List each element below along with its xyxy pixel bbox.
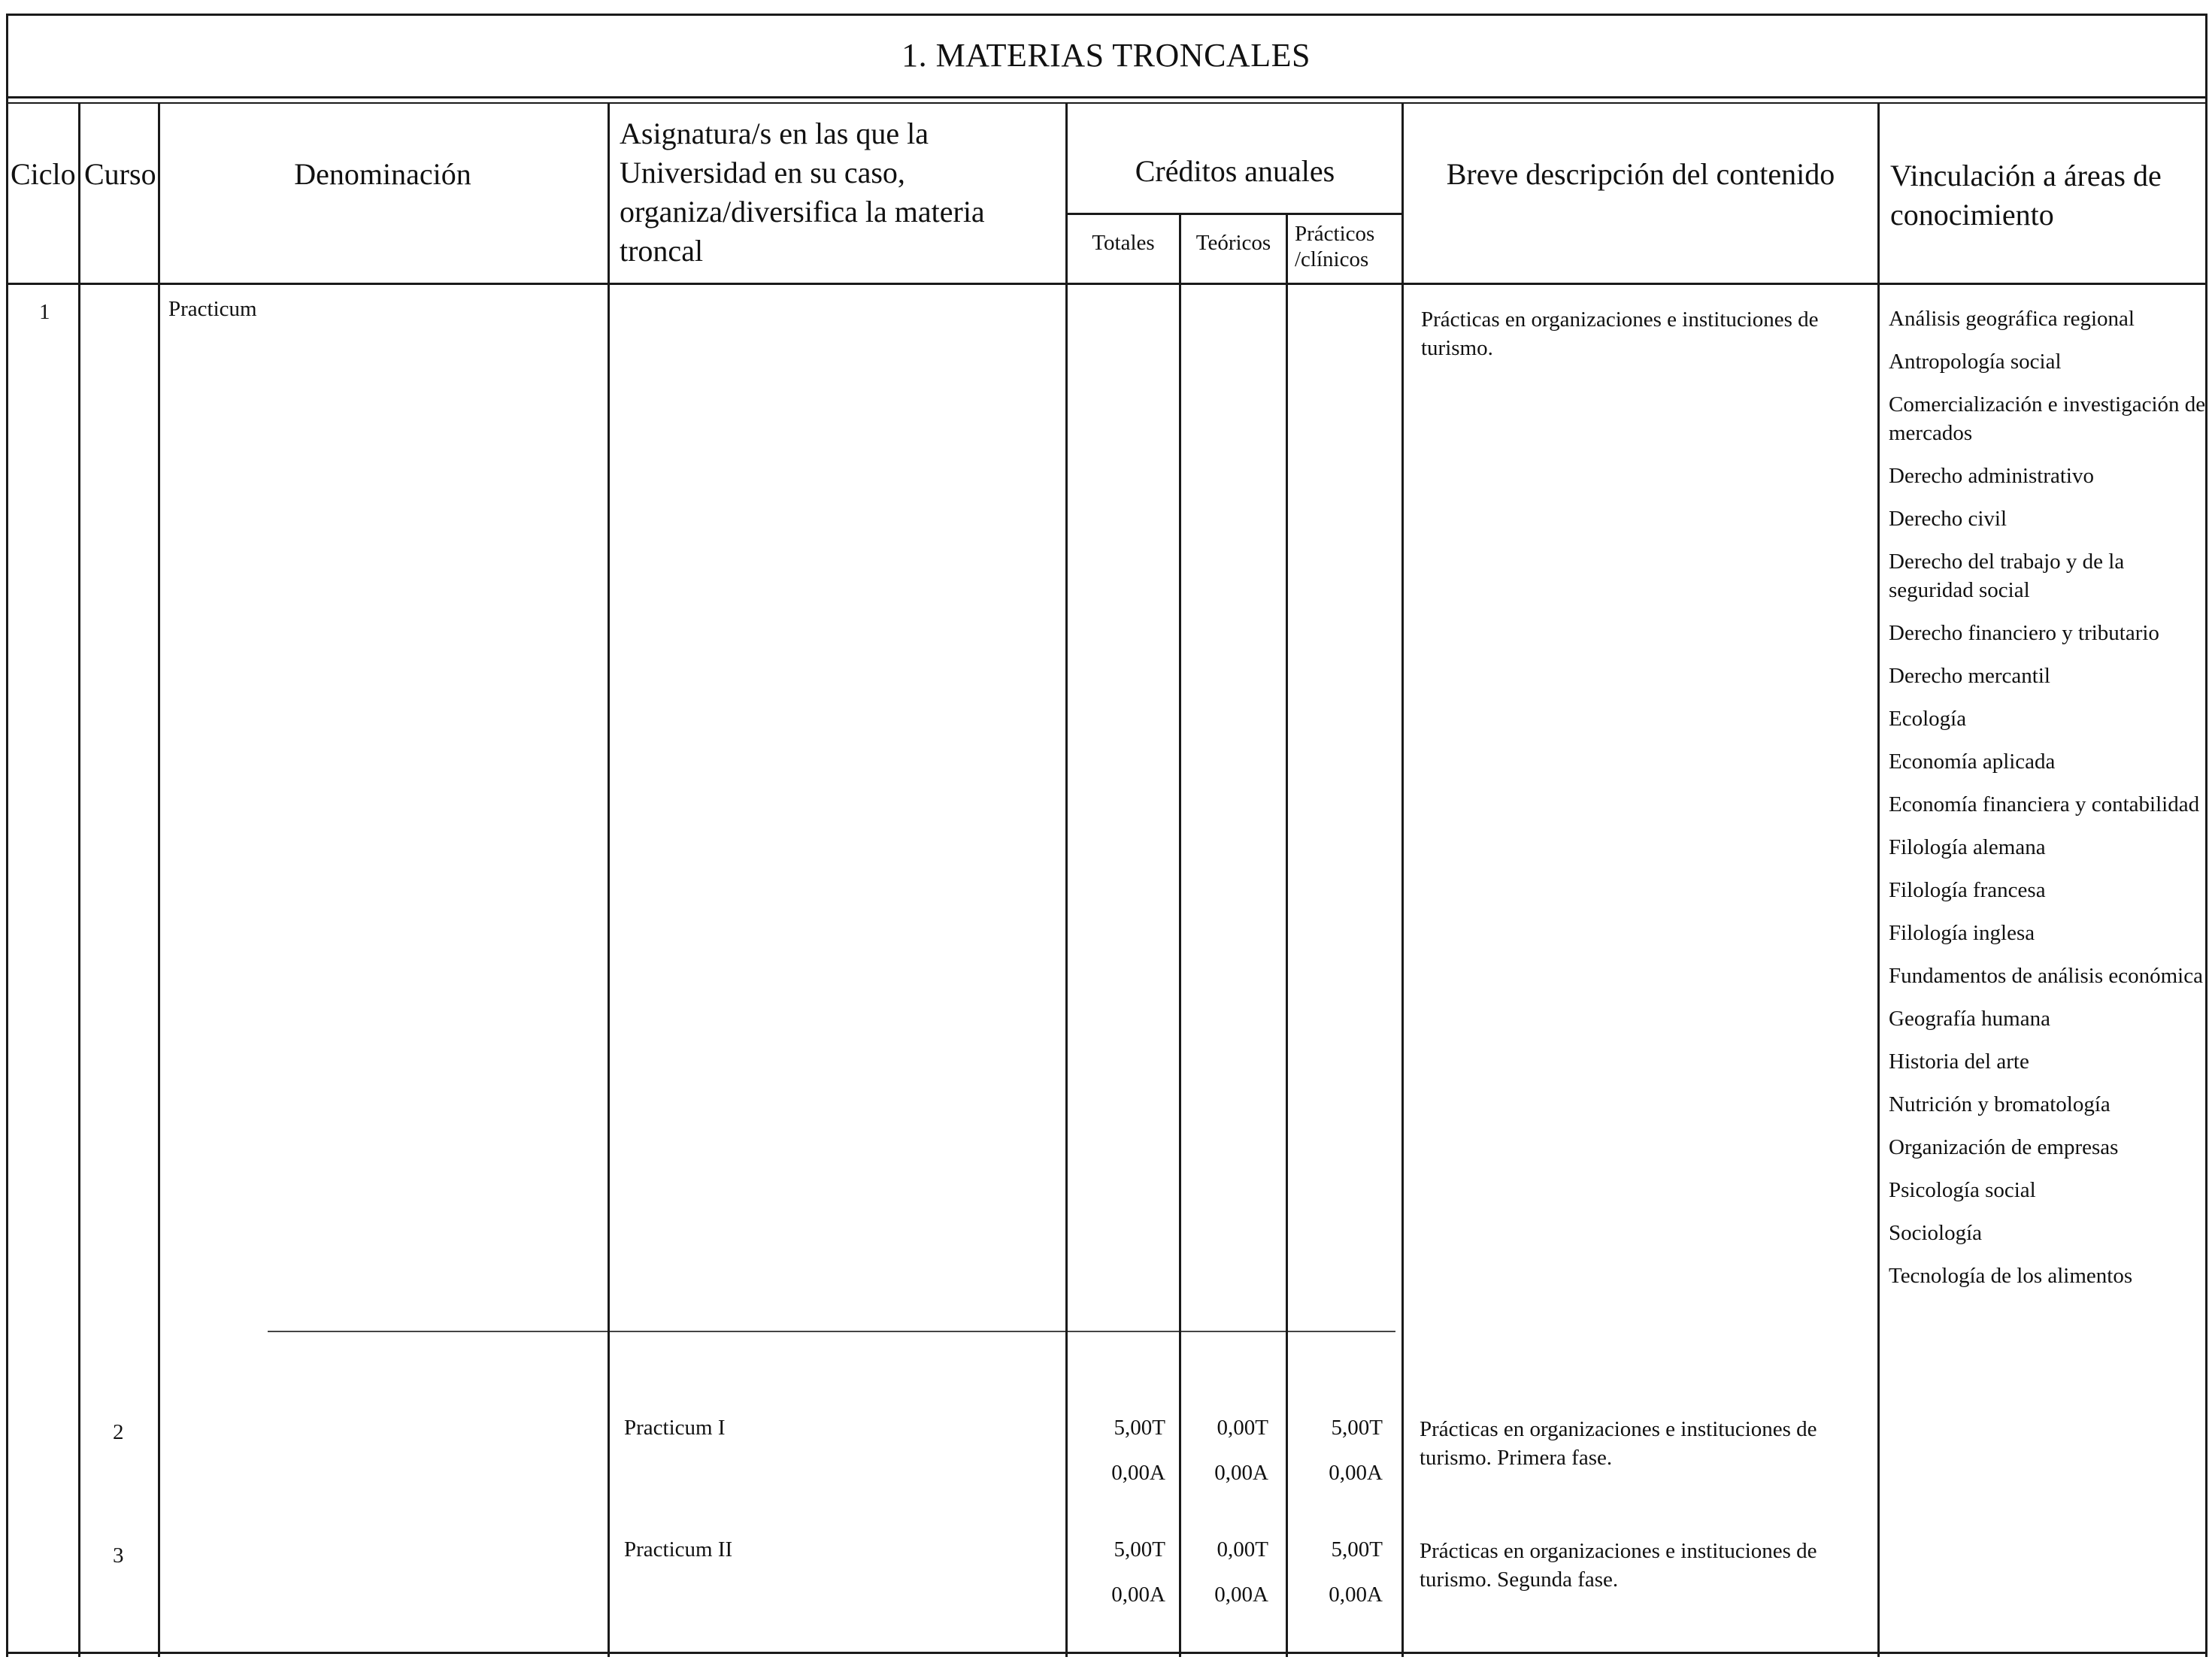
sub-practicos-a: 0,00A	[1329, 1583, 1383, 1607]
rule-under-title	[6, 96, 2206, 98]
sub-asignatura: Practicum I	[624, 1416, 726, 1440]
area-item: Derecho civil	[1889, 507, 2007, 531]
area-item: Economía aplicada	[1889, 750, 2056, 774]
area-item: Derecho del trabajo y de la seguridad social	[1889, 550, 2125, 602]
area-item: Nutrición y bromatología	[1889, 1092, 2110, 1116]
area-item: Filología alemana	[1889, 835, 2046, 859]
area-item: Derecho mercantil	[1889, 664, 2050, 688]
header-denominacion: Denominación	[294, 157, 471, 191]
area-item: Ecología	[1889, 707, 1967, 731]
area-item: Derecho financiero y tributario	[1889, 621, 2159, 645]
rule-under-header	[6, 283, 2206, 285]
col-ciclo-curso	[78, 102, 80, 1657]
rule-bottom	[6, 1652, 2206, 1654]
col-curso-denominacion	[158, 102, 160, 1657]
header-totales: Totales	[1092, 231, 1155, 255]
header-asignatura: Asignatura/s en las que la Universidad en su caso, organiza/diversifica la materia troncal	[620, 117, 985, 268]
area-item: Geografía humana	[1889, 1007, 2050, 1031]
sub-asignatura: Practicum II	[624, 1537, 733, 1562]
area-item: Filología inglesa	[1889, 921, 2035, 945]
sub-descripcion: Prácticas en organizaciones e instituciones de turismo. Primera fase.	[1420, 1417, 1817, 1470]
area-item: Derecho administrativo	[1889, 464, 2094, 488]
rule-header-top	[6, 102, 2206, 104]
rule-creditos-sub	[1065, 213, 1402, 215]
sub-curso: 2	[113, 1420, 124, 1444]
sub-totales-t: 5,00T	[1114, 1537, 1165, 1562]
sub-teoricos-t: 0,00T	[1217, 1537, 1268, 1562]
sub-descripcion: Prácticas en organizaciones e instituciones de turismo. Segunda fase.	[1420, 1539, 1817, 1592]
main-descripcion: Prácticas en organizaciones e instituciones de turismo.	[1421, 307, 1819, 360]
rule-left	[6, 14, 8, 1657]
area-item: Análisis geográfica regional	[1889, 307, 2135, 331]
col-descripcion-vinculacion	[1877, 102, 1880, 1657]
area-item: Psicología social	[1889, 1178, 2036, 1202]
sub-totales-a: 0,00A	[1111, 1583, 1165, 1607]
area-item: Sociología	[1889, 1221, 1983, 1245]
main-ciclo: 1	[39, 300, 50, 324]
sub-practicos-t: 5,00T	[1331, 1416, 1383, 1440]
area-item: Fundamentos de análisis económica	[1889, 964, 2203, 988]
main-denominacion: Practicum	[168, 297, 257, 321]
sub-totales-t: 5,00T	[1114, 1416, 1165, 1440]
area-item: Filología francesa	[1889, 878, 2046, 902]
col-practicos-descripcion	[1401, 102, 1404, 1657]
area-item: Antropología social	[1889, 350, 2062, 374]
page-title: 1. MATERIAS TRONCALES	[901, 37, 1311, 74]
sub-curso: 3	[113, 1543, 124, 1568]
areas-list	[1889, 304, 2212, 1304]
sub-teoricos-t: 0,00T	[1217, 1416, 1268, 1440]
header-ciclo: Ciclo	[11, 157, 76, 191]
header-curso: Curso	[84, 157, 156, 191]
header-descripcion: Breve descripción del contenido	[1446, 157, 1835, 191]
header-teoricos: Teóricos	[1195, 231, 1271, 255]
area-item: Economía financiera y contabilidad	[1889, 792, 2200, 816]
col-denominacion-asignatura	[608, 102, 610, 1657]
area-item: Organización de empresas	[1889, 1135, 2119, 1159]
sub-practicos-a: 0,00A	[1329, 1461, 1383, 1485]
sub-practicos-t: 5,00T	[1331, 1537, 1383, 1562]
sub-totales-a: 0,00A	[1111, 1461, 1165, 1485]
rule-top	[6, 14, 2206, 16]
header-vinculacion: Vinculación a áreas de conocimiento	[1890, 159, 2162, 232]
area-item: Historia del arte	[1889, 1050, 2029, 1074]
rule-practicum-separator	[268, 1331, 1395, 1332]
sub-teoricos-a: 0,00A	[1214, 1583, 1268, 1607]
header-creditos: Créditos anuales	[1135, 154, 1335, 188]
sub-teoricos-a: 0,00A	[1214, 1461, 1268, 1485]
area-item: Comercialización e investigación de mercados	[1889, 392, 2206, 445]
area-item: Tecnología de los alimentos	[1889, 1264, 2133, 1288]
header-practicos: Prácticos /clínicos	[1295, 222, 1375, 271]
